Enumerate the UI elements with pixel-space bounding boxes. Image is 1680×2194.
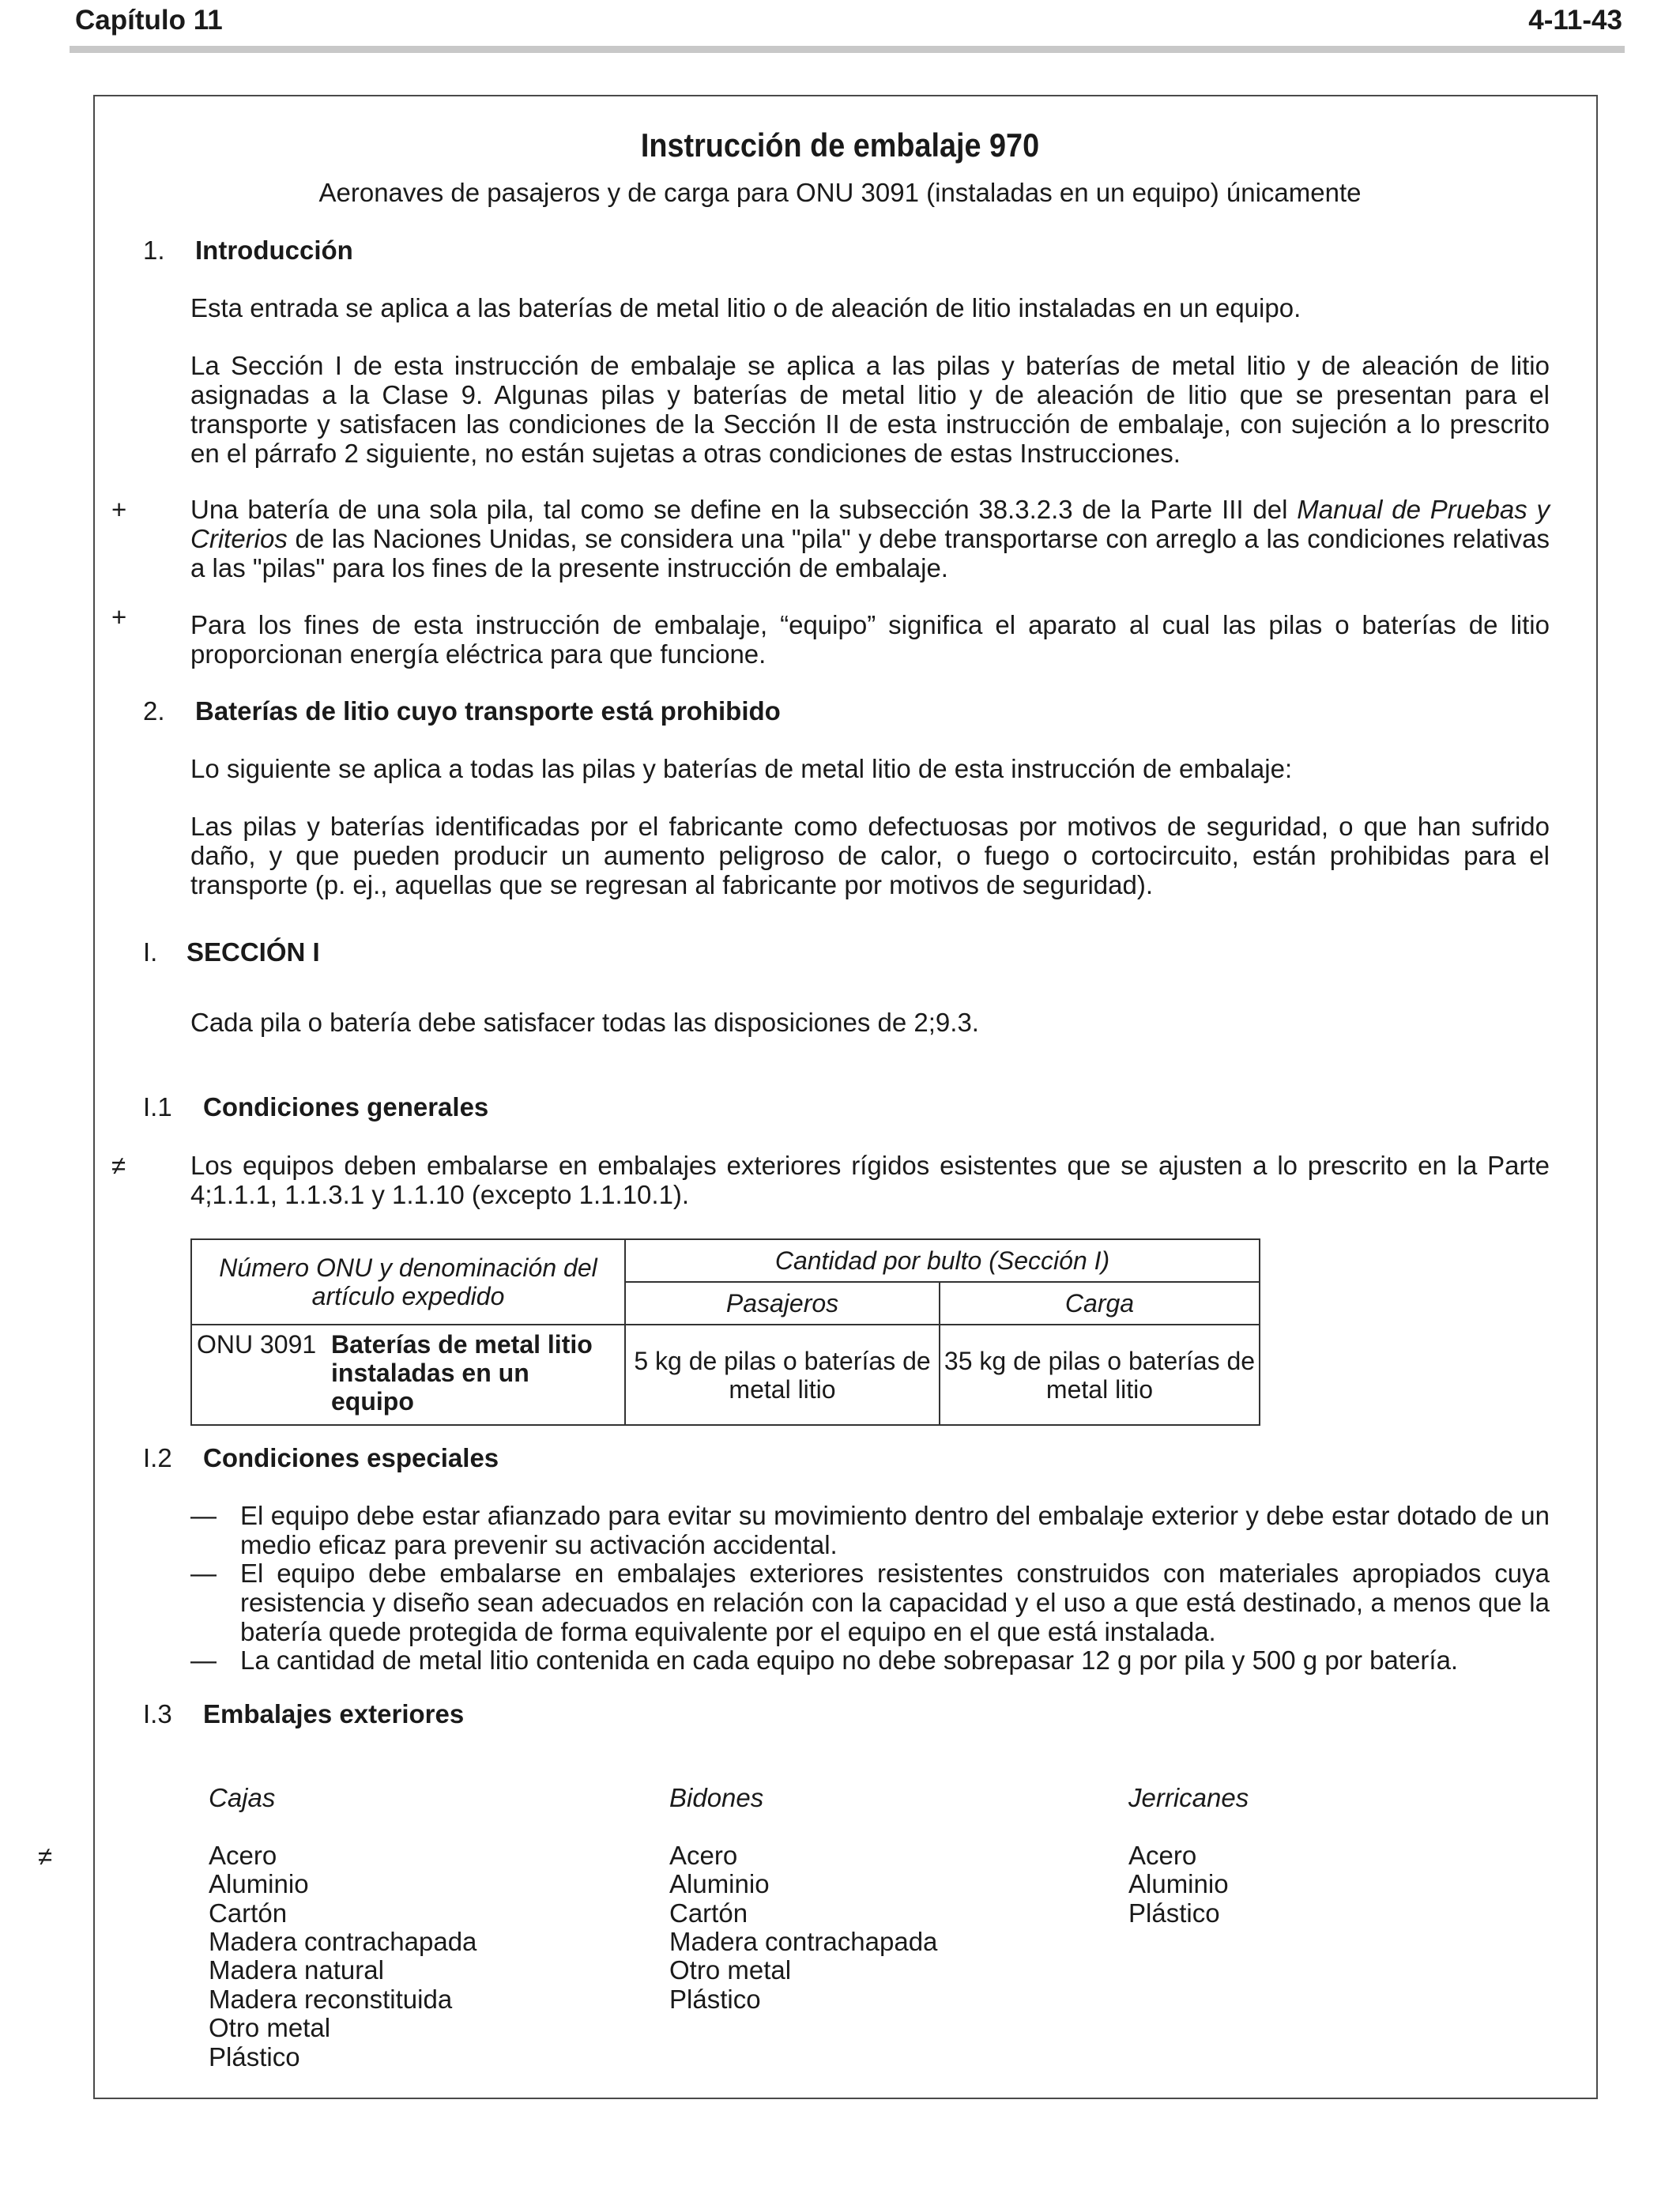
- page-number: 4-11-43: [1528, 5, 1622, 36]
- list-item: Plástico: [209, 2041, 300, 2071]
- packaging-column-boxes: [209, 1784, 477, 2071]
- section-1-paragraph-1: Esta entrada se aplica a las baterías de metal litio o de aleación de litio instaladas en un equipo.: [190, 293, 1301, 322]
- list-item: Aluminio: [669, 1869, 770, 1899]
- subsection-i2-number: I.2: [143, 1443, 172, 1472]
- list-item: Aluminio: [209, 1869, 309, 1899]
- subsection-i2-heading: Condiciones especiales: [203, 1443, 499, 1472]
- list-dash: —: [190, 1646, 217, 1675]
- column-heading: Bidones: [669, 1783, 764, 1812]
- article-name: Baterías de metal litio instaladas en un equipo: [331, 1330, 593, 1416]
- list-item: Acero: [1128, 1840, 1197, 1870]
- column-heading: Cajas: [209, 1783, 276, 1812]
- cell-passengers-qty: 5 kg de pilas o baterías de metal litio: [625, 1325, 940, 1425]
- packaging-column-drums: [669, 1784, 937, 2014]
- change-mark-plus: +: [111, 495, 127, 524]
- page-subtitle: Aeronaves de pasajeros y de carga para ONU 3091 (instaladas en un equipo) únicamente: [318, 178, 1362, 207]
- change-mark-not-equal: ≠: [38, 1842, 53, 1871]
- list-item: El equipo debe embalarse en embalajes exteriores resistentes construidos con materiales apropiados cuya resistencia y diseño sean adecuados en relación con la capacidad y el uso a que está destinado, a menos que la batería quede protegida de forma equivalente por el equipo en el que está instalada.: [240, 1559, 1550, 1646]
- manual-reference: Manual de Pruebas y Criterios: [190, 495, 1550, 553]
- paragraph-3-text-a: Una batería de una sola pila, tal como se define en la subsección 38.3.2.3 de la Parte III del: [190, 495, 1298, 524]
- section-i-paragraph: Cada pila o batería debe satisfacer todas las disposiciones de 2;9.3.: [190, 1008, 979, 1037]
- list-item: Plástico: [1128, 1898, 1220, 1928]
- subsection-i1-heading: Condiciones generales: [203, 1092, 489, 1122]
- list-item: Madera natural: [209, 1955, 384, 1985]
- list-item: Acero: [209, 1840, 277, 1870]
- table-row: [191, 1325, 1260, 1425]
- section-i-heading: SECCIÓN I: [186, 937, 320, 967]
- list-item: Acero: [669, 1840, 738, 1870]
- cell-un-entry: [191, 1325, 625, 1425]
- list-item: Otro metal: [669, 1955, 792, 1985]
- un-number: ONU 3091: [197, 1330, 317, 1359]
- header-cargo: Carga: [940, 1282, 1260, 1325]
- chapter-label: Capítulo 11: [75, 5, 223, 36]
- change-mark-plus: +: [111, 602, 127, 631]
- section-1-heading: Introducción: [195, 236, 353, 265]
- page-title: Instrucción de embalaje 970: [640, 126, 1040, 164]
- list-item: Otro metal: [209, 2013, 331, 2043]
- section-1-paragraph-2: La Sección I de esta instrucción de embalaje se aplica a las pilas y baterías de metal litio y de aleación de litio asignadas a la Clase 9. Algunas pilas y baterías de metal litio y de aleación de litio que se presentan para el transporte y satisfacen las condiciones de la Sección II de esta instrucción de embalaje, con sujeción a lo prescrito en el párrafo 2 siguiente, no están sujetas a otras condiciones de estas Instrucciones.: [190, 351, 1550, 468]
- column-heading: Jerricanes: [1128, 1783, 1249, 1812]
- list-item: Madera contrachapada: [209, 1927, 477, 1957]
- quantity-table: [190, 1238, 1260, 1426]
- section-2-paragraph-1: Lo siguiente se aplica a todas las pilas y baterías de metal litio de esta instrucción de embalaje:: [190, 754, 1293, 783]
- subsection-i1-number: I.1: [143, 1092, 172, 1122]
- header-rule: [70, 46, 1625, 53]
- subsection-i3-number: I.3: [143, 1699, 172, 1728]
- list-item: Plástico: [669, 1984, 761, 2014]
- paragraph-3-text-b: de las Naciones Unidas, se considera una "pila" y debe transportarse con arreglo a las condiciones relativas a las "pilas" para los fines de la presente instrucción de embalaje.: [190, 524, 1550, 582]
- section-2-paragraph-2: Las pilas y baterías identificadas por el fabricante como defectuosas por motivos de seguridad, o que han sufrido daño, y que pueden producir un aumento peligroso de calor, o fuego o cortocircuito, están prohibidas para el transporte (p. ej., aquellas que se regresan al fabricante por motivos de seguridad).: [190, 812, 1550, 899]
- section-2-heading: Baterías de litio cuyo transporte está prohibido: [195, 696, 781, 726]
- header-quantity: Cantidad por bulto (Sección I): [625, 1239, 1260, 1282]
- list-dash: —: [190, 1501, 217, 1530]
- list-item: El equipo debe estar afianzado para evitar su movimiento dentro del embalaje exterior y debe estar dotado de un medio eficaz para prevenir su activación accidental.: [240, 1501, 1550, 1559]
- section-2-number: 2.: [143, 696, 165, 726]
- section-1-paragraph-3: [190, 495, 1550, 582]
- list-item: Aluminio: [1128, 1869, 1229, 1899]
- packaging-column-jerricans: [1128, 1784, 1249, 1928]
- change-mark-not-equal: ≠: [111, 1151, 126, 1180]
- subsection-i1-paragraph: Los equipos deben embalarse en embalajes exteriores rígidos esistentes que se ajusten a lo prescrito en la Parte 4;1.1.1, 1.1.3.1 y 1.1.10 (excepto 1.1.10.1).: [190, 1151, 1550, 1209]
- cell-cargo-qty: 35 kg de pilas o baterías de metal litio: [940, 1325, 1260, 1425]
- list-dash: —: [190, 1559, 217, 1588]
- list-item: La cantidad de metal litio contenida en cada equipo no debe sobrepasar 12 g por pila y 500 g por batería.: [240, 1646, 1459, 1675]
- section-1-paragraph-4: Para los fines de esta instrucción de embalaje, “equipo” significa el aparato al cual las pilas o baterías de litio proporcionan energía eléctrica para que funcione.: [190, 610, 1550, 669]
- section-1-number: 1.: [143, 236, 165, 265]
- list-item: Madera contrachapada: [669, 1927, 938, 1957]
- header-un-number: Número ONU y denominación del artículo expedido: [191, 1239, 625, 1325]
- list-item: Cartón: [669, 1898, 748, 1928]
- list-item: Cartón: [209, 1898, 288, 1928]
- list-item: Madera reconstituida: [209, 1984, 453, 2014]
- subsection-i3-heading: Embalajes exteriores: [203, 1699, 465, 1728]
- section-i-number: I.: [143, 937, 158, 967]
- header-passengers: Pasajeros: [625, 1282, 940, 1325]
